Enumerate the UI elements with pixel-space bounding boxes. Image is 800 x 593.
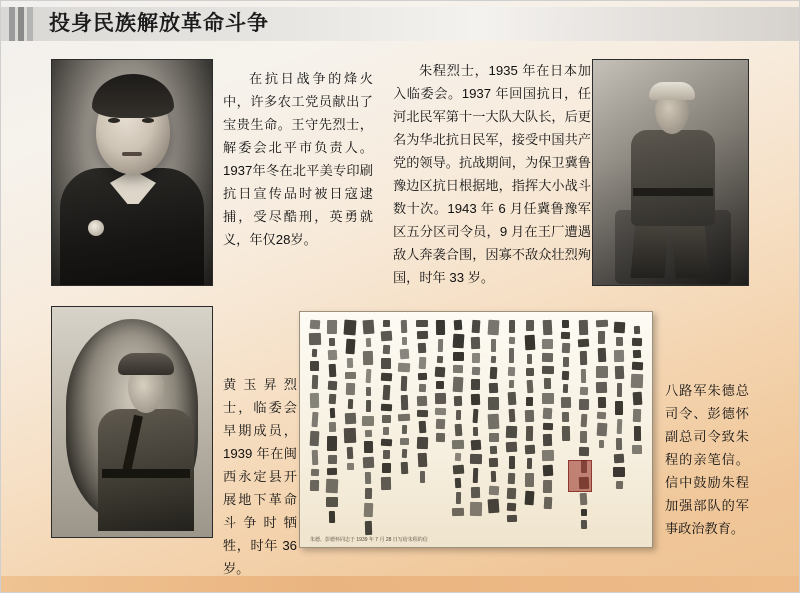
brush-glyph (596, 423, 607, 437)
brush-glyph (616, 481, 623, 489)
brush-glyph (472, 367, 480, 375)
photo-eye-right (142, 118, 154, 123)
letter-text-column (452, 320, 465, 525)
brush-glyph (525, 491, 535, 506)
brush-glyph (345, 339, 355, 355)
brush-glyph (381, 439, 392, 447)
brush-glyph (509, 337, 515, 344)
brush-glyph (509, 456, 515, 469)
brush-glyph (525, 445, 535, 454)
brush-glyph (435, 320, 444, 335)
brush-glyph (527, 458, 532, 469)
brush-glyph (311, 412, 318, 427)
brush-glyph (527, 354, 532, 364)
brush-glyph (489, 458, 498, 467)
brush-glyph (365, 369, 371, 383)
brush-glyph (382, 345, 390, 354)
brush-glyph (382, 385, 390, 400)
brush-glyph (489, 433, 499, 442)
brush-glyph (580, 414, 587, 427)
brush-glyph (488, 397, 499, 410)
brush-glyph (561, 426, 569, 441)
brush-glyph (634, 326, 640, 334)
brush-glyph (329, 338, 335, 346)
brush-glyph (472, 320, 481, 333)
brush-glyph (491, 339, 496, 352)
brush-glyph (508, 367, 515, 376)
letter-text-column (380, 320, 393, 525)
brush-glyph (597, 397, 605, 408)
brush-glyph (526, 380, 533, 393)
letter-brush-columns (308, 320, 644, 525)
brush-glyph (595, 366, 607, 378)
brush-glyph (617, 419, 623, 434)
brush-glyph (613, 467, 625, 477)
brush-glyph (633, 409, 641, 422)
brush-glyph (580, 493, 588, 505)
brush-glyph (363, 351, 373, 365)
letter-text-column (595, 320, 608, 525)
brush-glyph (631, 374, 644, 388)
brush-glyph (401, 376, 408, 391)
brush-glyph (490, 367, 498, 379)
brush-glyph (507, 392, 516, 405)
photo-belt (102, 469, 190, 478)
brush-glyph (330, 408, 336, 418)
brush-glyph (420, 471, 425, 483)
brush-glyph (381, 404, 392, 412)
brush-glyph (380, 331, 392, 342)
brush-glyph (579, 320, 588, 335)
brush-glyph (312, 349, 317, 357)
brush-glyph (363, 457, 374, 468)
letter-caption: 朱德、彭德怀同志于 1939 年 7 月 28 日写给朱程的信 (310, 537, 428, 543)
brush-glyph (311, 450, 318, 465)
brush-glyph (455, 492, 460, 504)
letter-text-column (541, 320, 554, 525)
brush-glyph (617, 383, 622, 397)
brush-glyph (328, 350, 337, 360)
brush-glyph (398, 363, 410, 373)
brush-glyph (453, 377, 464, 393)
brush-glyph (580, 351, 587, 365)
brush-glyph (599, 440, 604, 448)
brush-glyph (616, 337, 623, 346)
brush-glyph (381, 477, 391, 490)
brush-glyph (473, 409, 479, 423)
brush-glyph (615, 366, 625, 379)
brush-glyph (437, 339, 442, 352)
brush-glyph (509, 348, 514, 363)
brush-glyph (614, 350, 624, 362)
brush-glyph (509, 320, 515, 333)
brush-glyph (579, 387, 587, 395)
brush-glyph (488, 320, 500, 336)
brush-glyph (400, 462, 408, 474)
brush-glyph (578, 447, 588, 456)
brush-glyph (310, 469, 318, 476)
brush-glyph (328, 455, 337, 464)
brush-glyph (596, 382, 607, 393)
brush-glyph (542, 450, 554, 461)
brush-glyph (491, 471, 496, 482)
brush-glyph (489, 383, 498, 393)
brush-glyph (471, 487, 480, 498)
brush-glyph (346, 383, 355, 395)
brush-glyph (543, 320, 553, 335)
brush-glyph (400, 395, 407, 410)
brush-glyph (416, 320, 428, 327)
brush-glyph (435, 367, 446, 378)
photo-lapel-flower (88, 220, 104, 236)
brush-glyph (453, 365, 463, 373)
brush-glyph (310, 361, 319, 371)
brush-glyph (525, 410, 534, 422)
brush-glyph (508, 473, 515, 484)
brush-glyph (344, 320, 357, 336)
brush-glyph (437, 356, 443, 363)
photo-content (52, 60, 212, 285)
brush-glyph (581, 369, 586, 383)
photo-zhu-cheng-in-uniform (592, 59, 749, 286)
paragraph-letter-description: 八路军朱德总司令、彭德怀副总司令致朱程的亲笔信。信中鼓励朱程加强部队的军事政治教育。 (665, 383, 749, 536)
brush-glyph (366, 387, 371, 396)
brush-glyph (366, 400, 371, 412)
brush-glyph (597, 348, 606, 362)
brush-glyph (471, 440, 482, 451)
photo-content (593, 60, 748, 285)
brush-glyph (366, 338, 371, 347)
brush-glyph (383, 320, 390, 327)
brush-glyph (327, 320, 337, 334)
brush-glyph (562, 371, 569, 380)
brush-glyph (347, 447, 354, 459)
photo-military-cap (649, 82, 695, 100)
brush-glyph (488, 414, 500, 430)
brush-glyph (435, 419, 444, 429)
brush-glyph (526, 320, 534, 331)
brush-glyph (525, 473, 534, 487)
brush-glyph (418, 343, 427, 353)
brush-glyph (526, 426, 533, 441)
brush-glyph (563, 357, 569, 367)
brush-glyph (399, 349, 409, 360)
brush-glyph (561, 397, 571, 408)
brush-glyph (452, 352, 463, 361)
brush-glyph (471, 379, 480, 390)
brush-glyph (310, 393, 319, 408)
brush-glyph (561, 343, 570, 353)
brush-glyph (365, 430, 372, 437)
brush-glyph (632, 445, 642, 454)
photo-eye-left (108, 118, 120, 123)
handwritten-letter-document (299, 311, 653, 548)
brush-glyph (416, 437, 427, 449)
brush-glyph (347, 463, 354, 470)
brush-glyph (615, 401, 623, 415)
brush-glyph (402, 337, 407, 345)
letter-text-column (344, 320, 357, 525)
brush-glyph (471, 394, 480, 405)
brush-glyph (490, 446, 497, 454)
brush-glyph (634, 426, 641, 441)
letter-text-column (505, 320, 518, 525)
brush-glyph (310, 431, 320, 446)
brush-glyph (578, 339, 590, 348)
brush-glyph (562, 320, 569, 328)
brush-glyph (454, 424, 462, 436)
letter-text-column (631, 320, 644, 531)
brush-glyph (398, 414, 410, 422)
brush-glyph (452, 465, 464, 475)
brush-glyph (473, 468, 479, 483)
brush-glyph (328, 381, 337, 390)
slide-header (1, 1, 800, 47)
brush-glyph (563, 384, 568, 393)
brush-glyph (383, 450, 390, 459)
brush-glyph (365, 472, 371, 484)
brush-glyph (311, 375, 317, 389)
brush-glyph (526, 397, 533, 406)
brush-glyph (364, 441, 373, 453)
photo-leg-right (670, 220, 710, 278)
brush-glyph (543, 480, 552, 493)
brush-glyph (508, 409, 515, 422)
brush-glyph (381, 373, 392, 382)
brush-glyph (455, 478, 462, 488)
brush-glyph (364, 503, 374, 517)
brush-glyph (348, 399, 353, 409)
brush-glyph (543, 434, 552, 446)
photo-leg-left (630, 220, 669, 278)
brush-glyph (472, 353, 480, 363)
brush-glyph (382, 463, 391, 473)
brush-glyph (506, 426, 517, 438)
oval-portrait-photo-huang-yusheng (51, 306, 213, 538)
brush-glyph (329, 511, 335, 523)
brush-glyph (327, 436, 337, 451)
brush-glyph (329, 364, 337, 377)
letter-text-column (613, 320, 626, 527)
brush-glyph (418, 373, 427, 380)
brush-glyph (329, 422, 336, 432)
brush-glyph (542, 393, 554, 404)
brush-glyph (402, 425, 407, 434)
brush-glyph (509, 380, 514, 388)
photo-oval-vignette (66, 319, 198, 525)
brush-glyph (435, 433, 444, 442)
brush-glyph (526, 368, 534, 376)
paragraph-huang-yusheng: 黄玉昇烈士，临委会早期成员，1939 年在闽西永定县开展地下革命斗争时牺牲，时年 36 岁。 (223, 377, 297, 576)
brush-glyph (417, 396, 427, 406)
brush-glyph (471, 337, 480, 349)
brush-glyph (595, 320, 607, 328)
brush-glyph (418, 384, 425, 392)
brush-glyph (326, 479, 339, 494)
letter-text-column (469, 320, 482, 525)
brush-glyph (400, 438, 409, 445)
brush-glyph (524, 335, 535, 350)
portrait-photo-wang-shouxian (51, 59, 213, 286)
paragraph-wang-shouxian: 在抗日战争的烽火中，许多农工党员献出了宝贵生命。王守先烈士，解委会北平市负责人。1937年冬在北平美专印刷抗日宣传品时被日寇逮捕，受尽酷刑，英勇就义，年仅28岁。 (223, 71, 373, 247)
brush-glyph (542, 366, 554, 374)
brush-glyph (452, 508, 464, 516)
brush-glyph (544, 378, 551, 389)
brush-glyph (329, 394, 337, 404)
page-title: 投身民族解放革命斗争 (49, 12, 269, 35)
brush-glyph (362, 320, 374, 335)
brush-glyph (632, 392, 642, 406)
brush-glyph (470, 454, 482, 464)
brush-glyph (542, 465, 553, 477)
letter-text-column (434, 320, 447, 525)
brush-glyph (310, 480, 319, 491)
brush-glyph (455, 410, 460, 420)
photo-hair (92, 74, 174, 118)
brush-glyph (506, 442, 517, 453)
photo-belt (633, 188, 713, 196)
brush-glyph (345, 413, 356, 424)
brush-glyph (580, 520, 586, 529)
brush-glyph (452, 440, 464, 449)
brush-glyph (382, 415, 391, 423)
brush-glyph (454, 320, 463, 331)
brush-glyph (401, 320, 407, 333)
photo-military-cap (118, 353, 174, 375)
brush-glyph (417, 453, 427, 467)
letter-text-column (559, 320, 572, 525)
brush-glyph (542, 353, 553, 362)
brush-glyph (347, 358, 353, 368)
brush-glyph (597, 412, 606, 420)
brush-glyph (614, 322, 626, 334)
brush-glyph (542, 339, 553, 349)
red-seal-stamp-icon (568, 460, 592, 492)
letter-text-column (523, 320, 536, 525)
bottom-decor-strip (1, 576, 800, 592)
letter-text-column (577, 320, 590, 525)
brush-glyph (632, 362, 643, 371)
photo-content (52, 307, 212, 537)
brush-glyph (345, 372, 356, 379)
brush-glyph (507, 515, 517, 522)
brush-glyph (489, 486, 500, 496)
brush-glyph (454, 396, 462, 406)
brush-glyph (473, 427, 478, 436)
brush-glyph (580, 431, 587, 443)
brush-glyph (418, 421, 426, 433)
brush-glyph (455, 453, 461, 461)
brush-glyph (309, 320, 320, 330)
brush-glyph (362, 416, 374, 426)
brush-glyph (434, 408, 445, 415)
photo-mouth (122, 152, 142, 156)
brush-glyph (581, 509, 587, 516)
letter-text-column (398, 320, 411, 525)
brush-glyph (326, 497, 338, 507)
brush-glyph (308, 333, 320, 345)
brush-glyph (633, 350, 641, 358)
brush-glyph (632, 338, 642, 346)
brush-glyph (507, 503, 516, 512)
brush-glyph (579, 399, 589, 410)
brush-glyph (543, 408, 553, 420)
brush-glyph (561, 332, 570, 339)
photo-uniform-body (631, 130, 715, 226)
brush-glyph (562, 412, 569, 422)
brush-glyph (470, 502, 482, 516)
paragraph-zhu-cheng: 朱程烈士，1935 年在日本加入临委会。1937 年回国抗日，任河北民军第十一大队大队长，后更名为华北抗日民军，接受中国共产党的领导。抗战期间，为保卫冀鲁豫边区抗日根据地，指挥大小战斗数十次。1943 年 6 月任冀鲁豫军区五分区司令员，9 月在王厂遭遇敌人奔袭合围，因寡不敌众壮烈殉国，时年 33 岁。 (393, 63, 591, 285)
letter-text-column (326, 320, 339, 525)
brush-glyph (452, 334, 464, 349)
brush-glyph (383, 427, 389, 435)
brush-glyph (401, 449, 406, 458)
brush-glyph (365, 488, 372, 499)
brush-glyph (543, 497, 552, 509)
brush-glyph (434, 393, 445, 404)
brush-glyph (417, 410, 428, 417)
brush-glyph (381, 358, 391, 369)
brush-glyph (616, 438, 622, 450)
brush-glyph (436, 381, 444, 389)
letter-text-column (362, 320, 375, 525)
letter-text-column (416, 320, 429, 525)
photo-face (128, 369, 164, 413)
brush-glyph (614, 454, 625, 464)
three-vertical-bars-icon (9, 7, 43, 41)
brush-glyph (543, 423, 553, 430)
brush-glyph (365, 521, 372, 535)
brush-glyph (488, 499, 500, 514)
brush-glyph (327, 468, 337, 475)
brush-glyph (507, 488, 517, 499)
brush-glyph (598, 331, 605, 344)
brush-glyph (416, 331, 427, 339)
brush-glyph (491, 356, 496, 363)
brush-glyph (344, 428, 357, 443)
letter-text-column (308, 320, 321, 525)
letter-text-column (487, 320, 500, 525)
brush-glyph (418, 357, 426, 369)
